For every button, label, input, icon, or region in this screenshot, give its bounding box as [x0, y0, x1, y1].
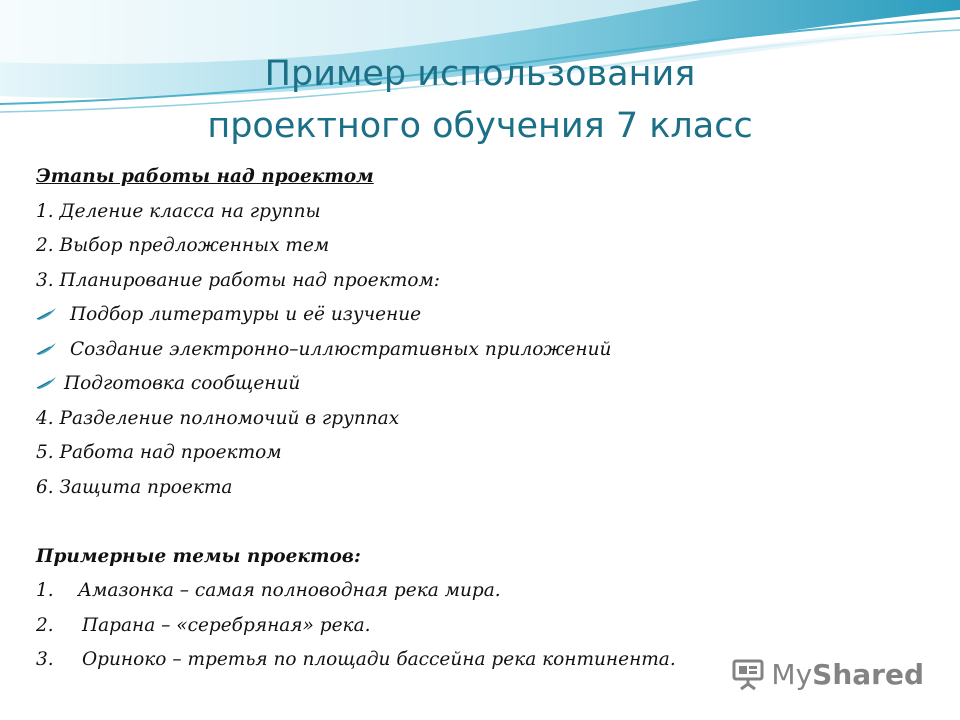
- step-item: 6. Защита проекта: [36, 476, 233, 498]
- step-item: 2. Выбор предложенных тем: [36, 235, 330, 256]
- myshared-watermark: [731, 654, 924, 694]
- topic-number: 3.: [36, 649, 54, 670]
- watermark-text-bold: Shared: [812, 657, 924, 691]
- step-item: 1. Деление класса на группы: [36, 200, 321, 222]
- sub-step-label: Создание электронно–иллюстративных приложений: [70, 338, 612, 360]
- spacer: [36, 505, 916, 540]
- sub-step-item: [36, 367, 916, 402]
- step-item: 4. Разделение полномочий в группах: [36, 407, 400, 429]
- step-item: 5. Работа над проектом: [36, 442, 282, 463]
- title-line-2: проектного обучения 7 класс: [207, 106, 753, 146]
- sub-step-label: Подбор литературы и её изучение: [70, 304, 422, 325]
- topic-text: Парана – «серебряная» река.: [82, 614, 371, 636]
- topic-text: Ориноко – третья по площади бассейна река континента.: [82, 649, 676, 670]
- topic-item: [36, 609, 916, 644]
- watermark-text-light: My: [771, 657, 813, 691]
- sub-step-label: Подготовка сообщений: [64, 373, 301, 394]
- feather-bullet-icon: [36, 342, 58, 356]
- feather-bullet-icon: [36, 376, 58, 390]
- slide-content: [36, 160, 916, 678]
- topic-text: Амазонка – самая полноводная река мира.: [78, 580, 501, 601]
- feather-bullet-icon: [36, 307, 58, 321]
- topic-number: 1.: [36, 580, 54, 601]
- sub-step-item: [36, 298, 916, 333]
- sub-step-item: [36, 333, 916, 368]
- topic-item: [36, 574, 916, 609]
- topics-heading: Примерные темы проектов:: [36, 545, 361, 567]
- topic-number: 2.: [36, 614, 54, 636]
- title-line-1: Пример использования: [264, 54, 696, 94]
- slide-title: [0, 48, 960, 152]
- step-item: 3. Планирование работы над проектом:: [36, 269, 441, 291]
- presentation-board-icon: [731, 657, 765, 691]
- stages-heading: Этапы работы над проектом: [36, 166, 374, 187]
